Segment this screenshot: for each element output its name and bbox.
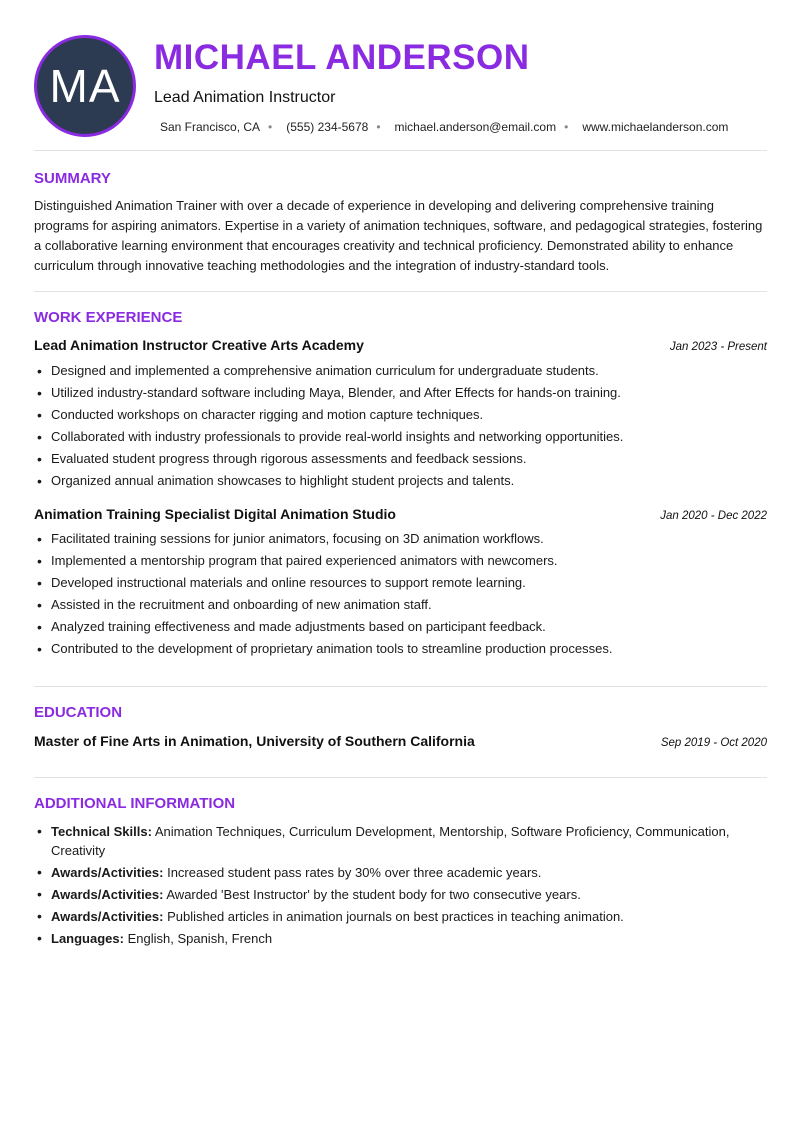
- job-title: Animation Training Specialist Digital Animation Studio: [34, 506, 396, 522]
- divider: [34, 291, 767, 292]
- list-item: [34, 863, 767, 882]
- section-title-experience: WORK EXPERIENCE: [34, 309, 183, 326]
- list-item: • Facilitated training sessions for junior animators, focusing on 3D animation workflows.: [34, 528, 767, 550]
- separator-dot: •: [268, 120, 273, 134]
- summary-text: Distinguished Animation Trainer with over a decade of experience in developing and delivering comprehensive training programs for aspiring animators. Expertise in a variety of animation techniques, software, and pedagogical strategies, fostering a collaborative learning environment that encourages creativity and technical proficiency. Demonstrated ability to enhance curriculum through innovative teaching methodologies and the integration of industry-standard tools.: [34, 198, 763, 273]
- list-item: • Conducted workshops on character rigging and motion capture techniques.: [34, 404, 767, 426]
- candidate-role: Lead Animation Instructor: [154, 89, 336, 106]
- list-item: [34, 822, 767, 860]
- job-header: [34, 506, 767, 522]
- info-label: Technical Skills:: [51, 824, 152, 839]
- education-degree: Master of Fine Arts in Animation, University of Southern California: [34, 733, 475, 749]
- info-text: Published articles in animation journals on best practices in teaching animation.: [163, 909, 624, 924]
- contact-phone: (555) 234-5678: [286, 120, 369, 134]
- list-item: • Implemented a mentorship program that paired experienced animators with newcomers.: [34, 550, 767, 572]
- avatar-initials: MA: [49, 60, 121, 112]
- job-bullets: [34, 528, 767, 660]
- job-dates: Jan 2023 - Present: [669, 341, 767, 353]
- info-text: Animation Techniques, Curriculum Development, Mentorship, Software Proficiency, Communication, Creativity: [51, 824, 730, 858]
- candidate-name: MICHAEL ANDERSON: [154, 38, 530, 77]
- divider: [34, 777, 767, 778]
- info-label: Awards/Activities:: [51, 865, 164, 880]
- list-item: • Assisted in the recruitment and onboarding of new animation staff.: [34, 594, 767, 616]
- list-item: [34, 929, 767, 948]
- list-item: • Utilized industry-standard software including Maya, Blender, and After Effects for hands-on training.: [34, 382, 767, 404]
- info-label: Languages:: [51, 931, 124, 946]
- job-title: Lead Animation Instructor Creative Arts Academy: [34, 337, 364, 353]
- education-header: [34, 733, 767, 749]
- divider: [34, 686, 767, 687]
- info-label: Awards/Activities:: [51, 909, 164, 924]
- info-text: Increased student pass rates by 30% over three academic years.: [163, 865, 542, 880]
- contact-location: San Francisco, CA: [160, 120, 261, 134]
- list-item: • Analyzed training effectiveness and made adjustments based on participant feedback.: [34, 616, 767, 638]
- list-item: [34, 885, 767, 904]
- list-item: • Organized annual animation showcases to highlight student projects and talents.: [34, 470, 767, 492]
- job-header: [34, 337, 767, 353]
- education-dates: Sep 2019 - Oct 2020: [660, 737, 767, 749]
- list-item: • Collaborated with industry professionals to provide real-world insights and networking opportunities.: [34, 426, 767, 448]
- avatar: [34, 35, 136, 137]
- info-text: English, Spanish, French: [123, 931, 273, 946]
- job-dates: Jan 2020 - Dec 2022: [660, 510, 767, 522]
- list-item: • Developed instructional materials and online resources to support remote learning.: [34, 572, 767, 594]
- section-title-education: EDUCATION: [34, 704, 123, 721]
- section-title-summary: SUMMARY: [34, 170, 111, 187]
- list-item: [34, 907, 767, 926]
- list-item: • Designed and implemented a comprehensive animation curriculum for undergraduate students.: [34, 360, 767, 382]
- separator-dot: •: [564, 120, 569, 134]
- divider: [34, 150, 767, 151]
- info-label: Awards/Activities:: [51, 887, 164, 902]
- list-item: • Evaluated student progress through rigorous assessments and feedback sessions.: [34, 448, 767, 470]
- job-bullets: [34, 360, 767, 492]
- separator-dot: •: [376, 120, 381, 134]
- info-text: Awarded 'Best Instructor' by the student body for two consecutive years.: [163, 887, 581, 902]
- section-title-additional: ADDITIONAL INFORMATION: [34, 795, 236, 812]
- contact-line: [160, 120, 728, 134]
- contact-website[interactable]: www.michaelanderson.com: [582, 120, 729, 134]
- additional-info-list: [34, 822, 767, 951]
- contact-email[interactable]: michael.anderson@email.com: [394, 120, 557, 134]
- list-item: • Contributed to the development of proprietary animation tools to streamline production processes.: [34, 638, 767, 660]
